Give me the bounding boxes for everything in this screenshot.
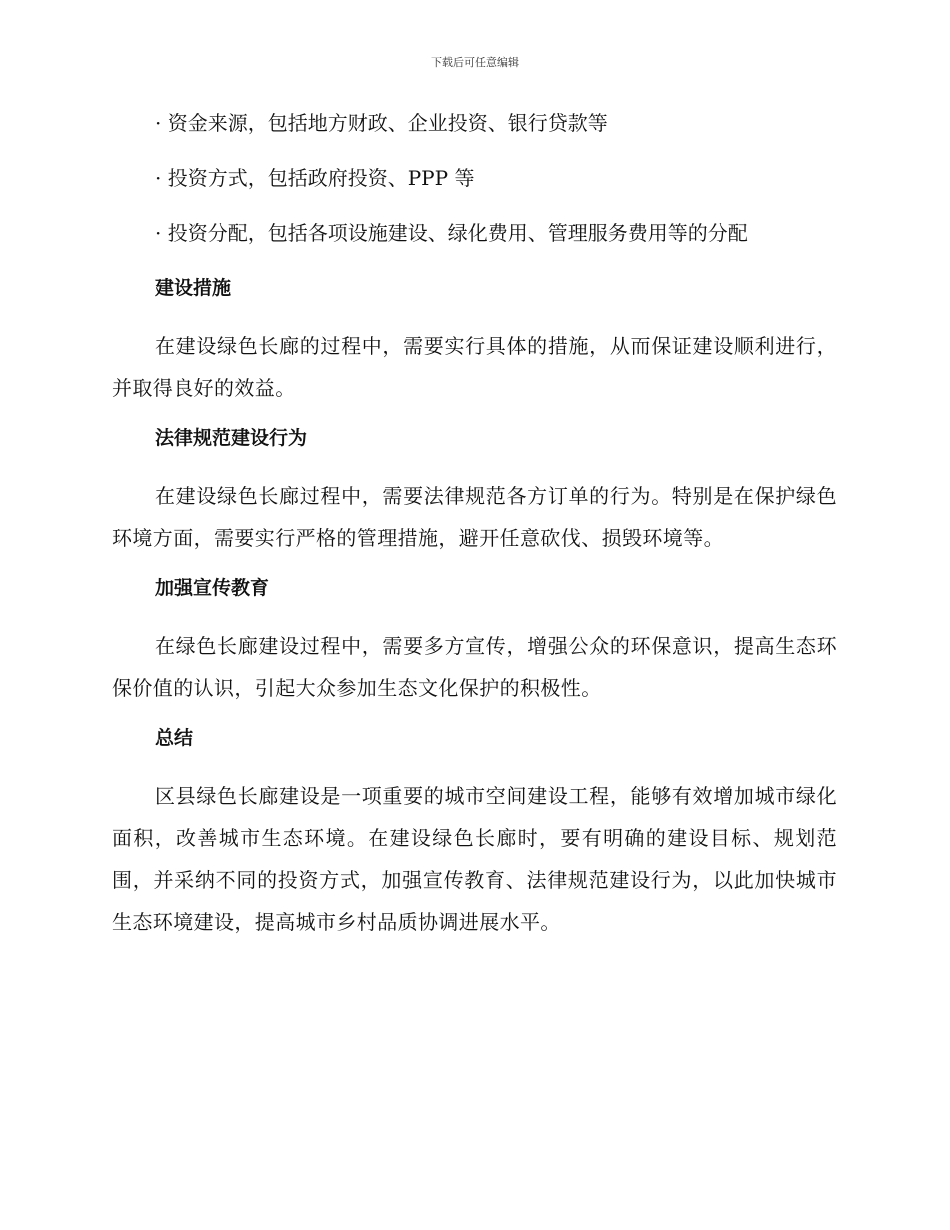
bullet-funding-source: · 资金来源，包括地方财政、企业投资、银行贷款等 xyxy=(155,111,608,135)
section-heading-legal-regulation: 法律规范建设行为 xyxy=(155,427,308,449)
bullet-investment-allocation: · 投资分配，包括各项设施建设、绿化费用、管理服务费用等的分配 xyxy=(155,221,748,245)
document-body xyxy=(112,108,837,957)
page-header: 下载后可任意编辑 xyxy=(431,56,519,69)
section-heading-summary: 总结 xyxy=(155,727,194,749)
bullet-investment-method: · 投资方式，包括政府投资、PPP 等 xyxy=(155,166,475,190)
section-heading-construction-measures: 建设措施 xyxy=(155,277,232,299)
section-body-summary: 区县绿色长廊建设是一项重要的城市空间建设工程，能够有效增加城市绿化面积，改善城市生态环境。在建设绿色长廊时，要有明确的建设目标、规划范围，并采纳不同的投资方式，加强宣传教育、法律规范建设行为，以此加快城市生态环境建设，提高城市乡村品质协调进展水平。 xyxy=(112,784,837,934)
section-body-publicity-education: 在绿色长廊建设过程中，需要多方宣传，增强公众的环保意识，提高生态环保价值的认识，引起大众参加生态文化保护的积极性。 xyxy=(112,634,837,700)
section-body-construction-measures: 在建设绿色长廊的过程中，需要实行具体的措施，从而保证建设顺利进行，并取得良好的效益。 xyxy=(112,334,837,400)
section-body-legal-regulation: 在建设绿色长廊过程中，需要法律规范各方订单的行为。特别是在保护绿色环境方面，需要实行严格的管理措施，避开任意砍伐、损毁环境等。 xyxy=(112,484,837,550)
section-heading-publicity-education: 加强宣传教育 xyxy=(155,577,270,599)
